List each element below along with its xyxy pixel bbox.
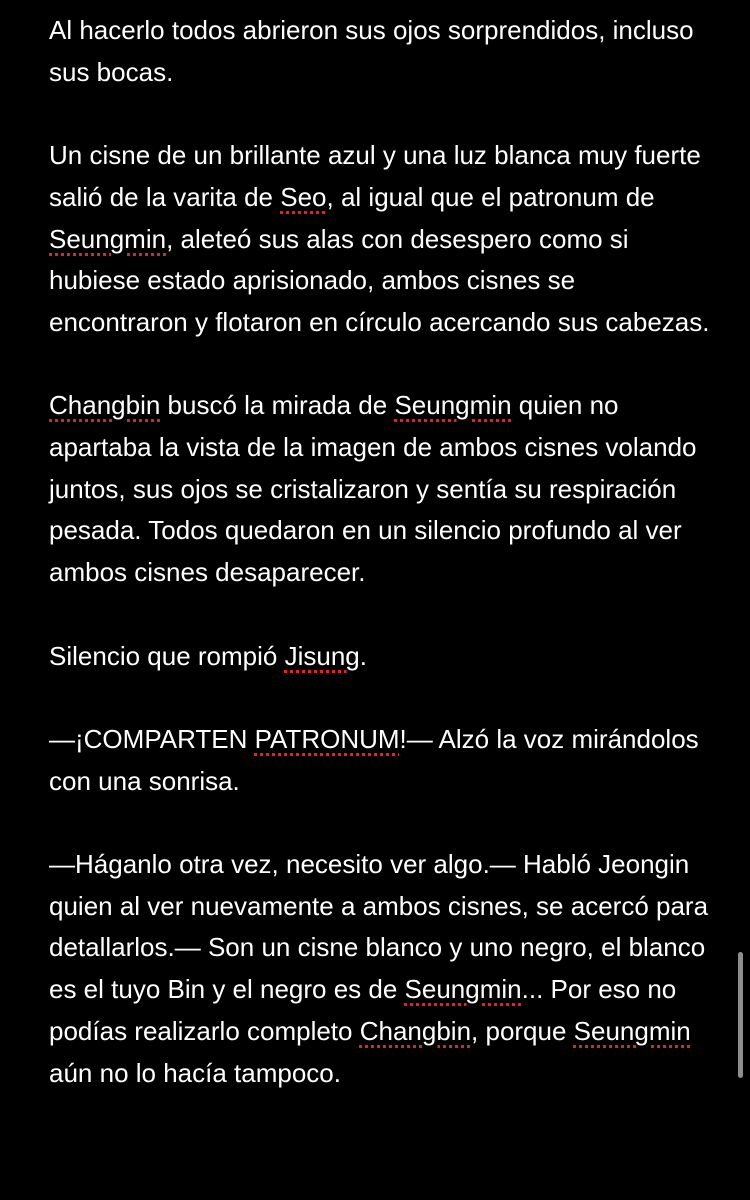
text-run: , al igual que el patronum de (326, 181, 655, 212)
misspelled-word: Seungmin (49, 223, 167, 254)
misspelled-word: Changbin (359, 1015, 472, 1046)
text-run: !— Alzó la voz mirándolos con una sonrisa. (49, 723, 699, 796)
misspelled-word: PATRONUM (254, 723, 400, 754)
misspelled-word: Seungmin (573, 1015, 691, 1046)
text-run: . (359, 640, 367, 671)
misspelled-word: Seungmin (404, 974, 522, 1005)
text-run: ... Por eso no podías realizarlo completo (49, 974, 677, 1046)
text-run: Silencio que rompió (49, 640, 285, 671)
misspelled-word: Changbin (49, 390, 161, 421)
paragraph (49, 636, 710, 678)
text-run: , porque (471, 1015, 574, 1046)
misspelled-word: Seo (280, 181, 327, 212)
text-run: Al hacerlo todos abrieron sus ojos sorprendidos, incluso sus bocas. (49, 15, 694, 87)
paragraph (49, 844, 710, 1094)
misspelled-word: Seungmin (394, 390, 512, 421)
text-run: , aleteó sus alas con desespero como si hubiese estado aprisionado, ambos cisnes se encontraron y flotaron en círculo acercando sus cabezas. (49, 223, 710, 337)
text-run: aún no lo hacía tampoco. (49, 1057, 341, 1088)
misspelled-word: Jisung (284, 640, 360, 671)
text-run: Un cisne de un brillante azul y una luz blanca muy fuerte salió de la varita de (49, 140, 701, 212)
vertical-scrollbar[interactable] (738, 952, 743, 1078)
paragraph (49, 385, 710, 594)
text-run: quien no apartaba la vista de la imagen de ambos cisnes volando juntos, sus ojos se cristalizaron y sentía su respiración pesada. Todos quedaron en un silencio profundo al ver ambos cisnes desaparecer. (49, 390, 697, 588)
text-run: buscó la mirada de (160, 390, 395, 421)
document-body[interactable] (49, 10, 710, 1094)
text-run: —¡COMPARTEN (49, 723, 255, 754)
paragraph (49, 10, 710, 93)
paragraph (49, 135, 710, 344)
text-run: —Háganlo otra vez, necesito ver algo.— Habló Jeongin quien al ver nuevamente a ambos cisnes, se acercó para detallarlos.— Son un cisne blanco y uno negro, el blanco es el tuyo Bin y el negro es de (49, 848, 709, 1005)
paragraph (49, 719, 710, 802)
